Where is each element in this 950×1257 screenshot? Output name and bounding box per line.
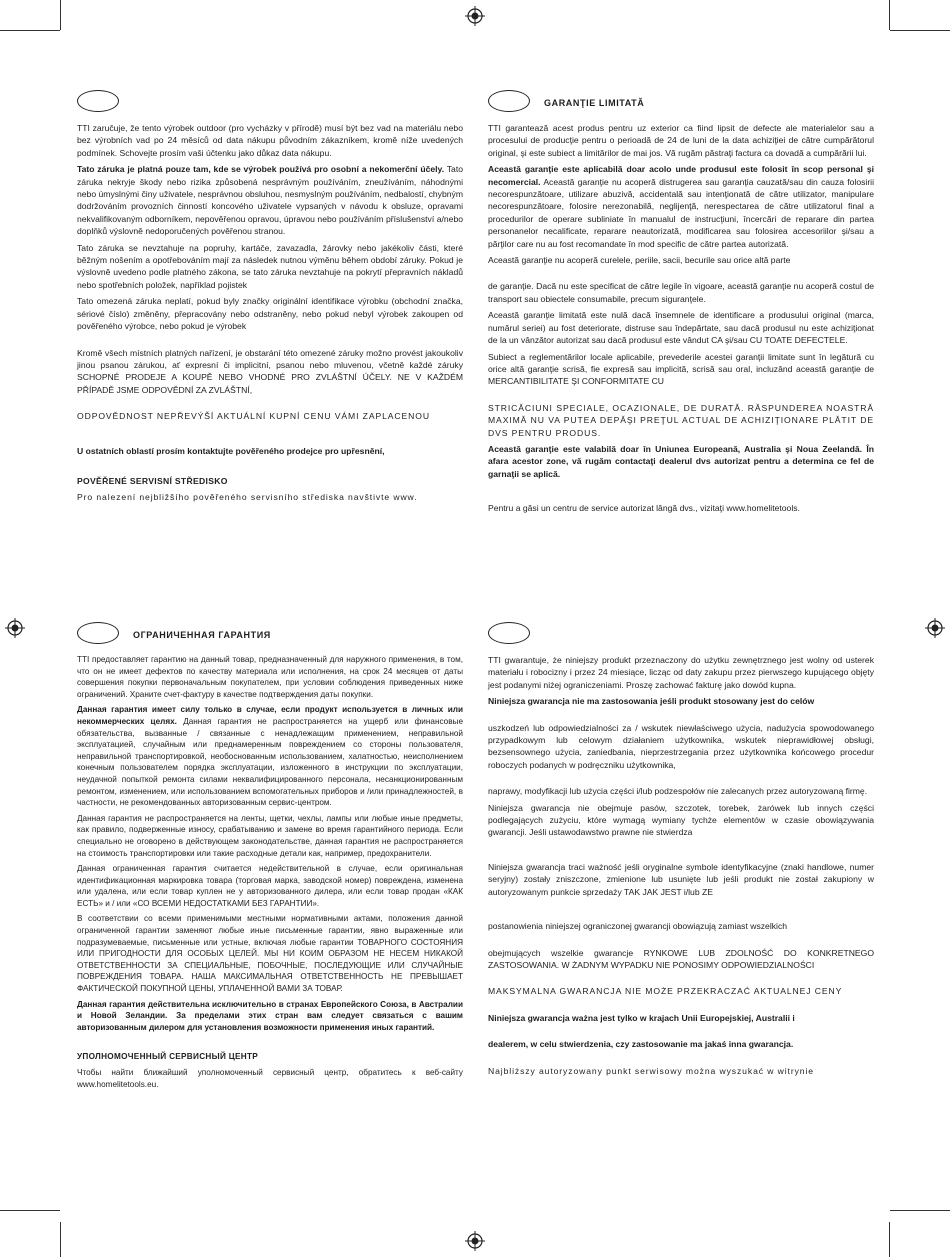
paragraph: TTI garantează acest produs pentru uz exterior ca fiind lipsit de defecte ale materialelor sau a procesului de producţie pentru o perioadă de 24 de luni de la data achiziţiei de către cumpărătorul original, şi este subiect a limitărilor de mai jos. Vă rugăm păstraţi factura ca dovadă a cumpărării lui. (488, 123, 874, 158)
paragraph: postanowienia niniejszej ograniczonej gwarancji obowiązują zamiast wszelkich (488, 921, 788, 932)
crop-mark (890, 30, 950, 31)
registration-mark-icon (465, 1231, 485, 1251)
crop-mark (890, 1210, 950, 1211)
registration-mark-icon (925, 618, 945, 638)
crop-mark (0, 1210, 60, 1211)
section-header (77, 622, 463, 648)
paragraph: Niniejsza gwarancja nie ma zastosowania jeśli produkt stosowany jest do celów (488, 696, 815, 707)
paragraph: Данная гарантия не распространяется на ленты, щетки, чехлы, лампы или любые иные предметы, как правило, подверженные износу, срабатыванию и замене во время гарантийного периода. Если специально не оговорено в действующем законодательстве, данная гарантия не распространяется на стоимость транспортировки или такие расходные детали как, например, предохранители. (77, 813, 463, 858)
service-center-title: УПОЛНОМОЧЕННЫЙ СЕРВИСНЫЙ ЦЕНТР (77, 1052, 259, 1062)
language-badge-oval (77, 622, 119, 644)
section-title: GARANŢIE LIMITATĂ (544, 98, 645, 108)
service-center-title: POVĚŘENÉ SERVISNÍ STŘEDISKO (77, 475, 228, 486)
warranty-section-ru (77, 622, 463, 1094)
paragraph: ODPOVĚDNOST NEPŘEVÝŠÍ AKTUÁLNÍ KUPNÍ CENU VÁMI ZAPLACENOU (77, 411, 430, 422)
language-badge-oval (488, 90, 530, 112)
crop-mark (889, 1222, 890, 1257)
paragraph: Tato záruka se nevztahuje na popruhy, kartáče, zavazadla, žárovky nebo jakékoliv části, které běžným nošením a opotřebováním mají za následek nutnou výměnu během období záruky. Pokud je výslovně uvedeno podle platného zákona, se tato záruka nevztahuje na pokrytí přepravních nákladů nebo spotřebních položek, například pojistek (77, 242, 463, 290)
service-center-text: Pentru a găsi un centru de service autorizat lângă dvs., vizitaţi www.homelitetools. (488, 503, 800, 514)
service-center-text: Pro nalezení nejbližšího pověřeného servisního střediska navštivte www. (77, 492, 418, 503)
service-center-text: Чтобы найти ближайший уполномоченный сервисный центр, обратитесь к веб-сайту www.homelitetools.eu. (77, 1068, 463, 1089)
paragraph: Această garanţie este valabilă doar în Uniunea Europeană, Australia şi Noua Zeelandă. În afara acestor zone, vă rugăm contactaţi dealerul dvs autorizat pentru a determina ce fel de garnaţii se aplică. (488, 443, 874, 479)
service-center-text: Najbliższy autoryzowany punkt serwisowy można wyszukać w witrynie (488, 1065, 814, 1076)
registration-mark-icon (465, 6, 485, 26)
paragraph: Kromě všech místních platných nařízení, je obstarání této omezené záruky možno provést jakoukoliv jinou psanou zárukou, ať expresní či implicitní, psanou nebo mluvenou, včetně každé záruky SCHOPNÉ PRODEJE A KOUPĚ NEBO VHODNÉ PRO ZVLÁŠTNÍ ÚČELY. NE V KAŽDÉM PŘÍPADĚ JSME ODPOVĚDNÍ ZA ZVLÁŠTNÍ, (77, 347, 463, 395)
paragraph: STRICĂCIUNI SPECIALE, OCAZIONALE, DE DURATĂ. RĂSPUNDEREA NOASTRĂ MAXIMĂ NU VA PUTEA DEPĂŞI PREŢUL ACTUAL DE ACHIZIŢIONARE PLĂTIT DE DVS PENTRU PRODUS. (488, 402, 874, 438)
warranty-section-cs (77, 90, 463, 508)
section-title: ОГРАНИЧЕННАЯ ГАРАНТИЯ (133, 630, 271, 640)
registration-mark-icon (5, 618, 25, 638)
paragraph: de garanţie. Dacă nu este specificat de către legile în vigoare, această garanţie nu acoperă costul de transport sau obiectele consumabile, precum siguranţele. (488, 281, 874, 304)
paragraph: Tato omezená záruka neplatí, pokud byly značky originální identifikace výrobku (obchodní značka, sériové číslo) změněny, přepracovány nebo odstraněny, nebo pokud nebyl výrobek zakoupen od pověřeného výrobce, nebo pokud je výrobek (77, 296, 463, 332)
language-badge-oval (77, 90, 119, 112)
paragraph: Данная гарантия имеет силу только в случае, если продукт используется в личных или некоммерческих целях. Данная гарантия не распространяется на ущерб или финансовые обязательства, вызванные / связанные с ненадлежащим применением, неправильной эксплуатацией, случайным или преднамеренным повреждением со стороны пользователя, неправильной транспортировкой, необоснованным использованием, халатностью, неисполнением конечным пользователем порядка эксплуатации, изложенного в инструкции по эксплуатации, неудачной попыткой ремонта силами неквалифицированного персонала, несанкционированным ремонтом, изменением, или использованием вспомогательных приборов и /или принадлежностей, в частности, не рекомендованных авторизованным сервис-центром. (77, 705, 463, 808)
paragraph: Subiect a reglementărilor locale aplicabile, prevederile acestei garanţii limitate sunt în legătură cu orice altă garanţie scrisă, fie expresă sau implicită, scrisă sau oral, incluzând această garanţie de MERCANTIBILITATE ŞI CONFORMITATE CU (488, 351, 874, 387)
warranty-section-ro (488, 90, 874, 519)
paragraph: Данная ограниченная гарантия считается недействительной в случае, если оригинальная идентификационная маркировка товара (торговая марка, заводской номер) повреждена, изменена или удалена, или если товар куплен не у авторизованного дилера, или если товар продан «КАК ЕСТЬ» и / или «СО ВСЕМИ НЕДОСТАТКАМИ БЕЗ ГАРАНТИИ». (77, 864, 463, 908)
paragraph: Această garanţie este aplicabilă doar acolo unde produsul este folosit în scop personal şi necomercial. Această garanţie nu acoperă distrugerea sau garanţia cauzată/sau din cauza folosirii necorespunzătoare, utilizare abuzivă, accidentală sau intenţionată de către utilizator, manipulare necorespunzătoare, folosire nerezonabilă, neglijenţă, nerespectarea de către utilizatorul final a procedurilor de operare subliniate în manualul de instrucţiuni, încercări de reparare din partea personanelor necalificate, reparare neautorizată, modificarea sau folosirea accesoriilor şi/sau a părţilor care nu au fost recomandate în mod specific de către partea autorizată. (488, 164, 874, 249)
paragraph: Tato záruka je platná pouze tam, kde se výrobek používá pro osobní a nekomerční účely. Tato záruka nekryje škody nebo rizika způsobená nesprávným používáním, zneužíváním, náhodnými nebo úmyslnými činy uživatele, nesprávnou obsluhou, nesmyslným používáním, nedbalostí, chybným dodržováním provozních činností koncového uživatele vypsaných v návodu k obsluze, opravami nekvalifikovaným odborníkem, nepověřenou opravou, úpravou nebo používáním příslušenství a/nebo doplňků výslovně nedoporučených pověřenou stranou. (77, 164, 463, 237)
section-header (488, 90, 874, 116)
language-badge-oval (488, 622, 530, 644)
paragraph: U ostatních oblastí prosím kontaktujte pověřeného prodejce pro upřesnění, (77, 445, 385, 456)
warranty-section-pl (488, 622, 874, 1081)
paragraph: Această garanţie limitată este nulă dacă însemnele de identificare a produsului original (marca, numărul seriei) au fost deteriorate, distruse sau îndepărtate, sau dacă produsul nu este achiziţionat de la un vânzător autorizat sau dacă produsul este vândut CA şi/sau CU TOATE DEFECTELE. (488, 310, 874, 346)
paragraph: TTI gwarantuje, że niniejszy produkt przeznaczony do użytku zewnętrznego jest wolny od usterek materiału i robocizny i przez 24 miesiące, licząc od daty zakupu przez pierwszego kupującego objęty jest podanymi niżej ograniczeniami. Proszę zachować fakturę jako dowód kupna. (488, 655, 874, 690)
paragraph: TTI zaručuje, že tento výrobek outdoor (pro vycházky v přírodě) musí být bez vad na materiálu nebo bez výrobních vad po 24 měsíců od data nákupu původním zákazníkem, kromě níže uvedených podmínek. Schovejte prosím vaši účtenku jako důkaz data nákupu. (77, 123, 463, 158)
paragraph: MAKSYMALNA GWARANCJA NIE MOŻE PRZEKRACZAĆ AKTUALNEJ CENY (488, 986, 843, 997)
crop-mark (60, 1222, 61, 1257)
paragraph: obejmujących wszelkie gwarancje RYNKOWE LUB ZDOLNOŚĆ DO KONKRETNEGO ZASTOSOWANIA. W ŻADNYM WYPADKU NIE PONOSIMY ODPOWIEDZIALNOŚCI (488, 947, 874, 970)
crop-mark (889, 0, 890, 30)
crop-mark (0, 30, 60, 31)
crop-mark (60, 0, 61, 30)
section-header (77, 90, 463, 116)
paragraph: TTI предоставляет гарантию на данный товар, предназначенный для наружного применения, в том, что он не имеет дефектов по качеству материала или исполнения, на срок 24 месяцев от даты совершения покупки первоначальным покупателем, при условии соблюдения приведенных ниже ограничений. Храните счет-фактуру в качестве подтверждения даты покупки. (77, 655, 463, 699)
section-header (488, 622, 874, 648)
paragraph: Niniejsza gwarancja traci ważność jeśli oryginalne symbole identyfikacyjne (znaki handlowe, numer seryjny) zostały zniszczone, zmienione lub usunięte lub jeśli produkt nie został zakupiony w autoryzowanym punkcie sprzedaży TAK JAK JEST i/lub ZE (488, 861, 874, 897)
paragraph: Niniejsza gwarancja nie obejmuje pasów, szczotek, torebek, żarówek lub innych części podlegających zużyciu, które wymagą wymiany tychże elementów w czasie obowiązywania gwarancji. Jeśli ustawodawstwo prawne nie stwierdza (488, 802, 874, 838)
paragraph: uszkodzeń lub odpowiedzialności za / wskutek niewłaściwego użycia, nadużycia spowodowanego przypadkowym lub celowym działaniem użytkownika, wskutek nieprawidłowej obsługi, bezsensownego użycia, zaniedbania, nieprzestrzegania przez użytkownika końcowego procedur roboczych podanych w podręczniku użytkownika, (488, 722, 874, 770)
paragraph: Niniejsza gwarancja ważna jest tylko w krajach Unii Europejskiej, Australii i (488, 1012, 795, 1023)
paragraph: Această garanţie nu acoperă curelele, periile, sacii, becurile sau orice altă parte (488, 255, 791, 266)
paragraph: naprawy, modyfikacji lub użycia części i/lub podzespołów nie zalecanych przez autoryzowaną firmę. (488, 786, 868, 797)
paragraph: В соответствии со всеми применимыми местными нормативными актами, положения данной ограниченной гарантии заменяют любые иные письменные гарантии, явно выраженные или подразумеваемые, письменные или устные, включая любые гарантии ТОВАРНОГО СОСТОЯНИЯ ИЛИ ПРИГОДНОСТИ ДЛЯ ОСОБЫХ ЦЕЛЕЙ. МЫ НИ КОИМ ОБРАЗОМ НЕ НЕСЕМ НИКАКОЙ ОТВЕТСТВЕННОСТИ ЗА СПЕЦИАЛЬНЫЕ, ПОБОЧНЫЕ, ПОСЛЕДУЮЩИЕ ИЛИ СЛУЧАЙНЫЕ ПОВРЕЖДЕНИЯ ТОВАРА. НАША МАКСИМАЛЬНАЯ ОТВЕТСТВЕННОСТЬ НЕ ПРЕВЫШАЕТ ФАКТИЧЕСКОЙ ПОКУПНОЙ ЦЕНЫ, УПЛАЧЕННОЙ ВАМИ ЗА ТОВАР. (77, 914, 463, 994)
paragraph: dealerem, w celu stwierdzenia, czy zastosowanie ma jakaś inna gwarancja. (488, 1039, 794, 1050)
paragraph: Данная гарантия действительна исключительно в странах Европейского Союза, в Австралии и Новой Зеландии. За пределами этих стран вам следует связаться с вашим авторизованным дилером для установления возможности применения иных гарантий. (77, 999, 463, 1032)
